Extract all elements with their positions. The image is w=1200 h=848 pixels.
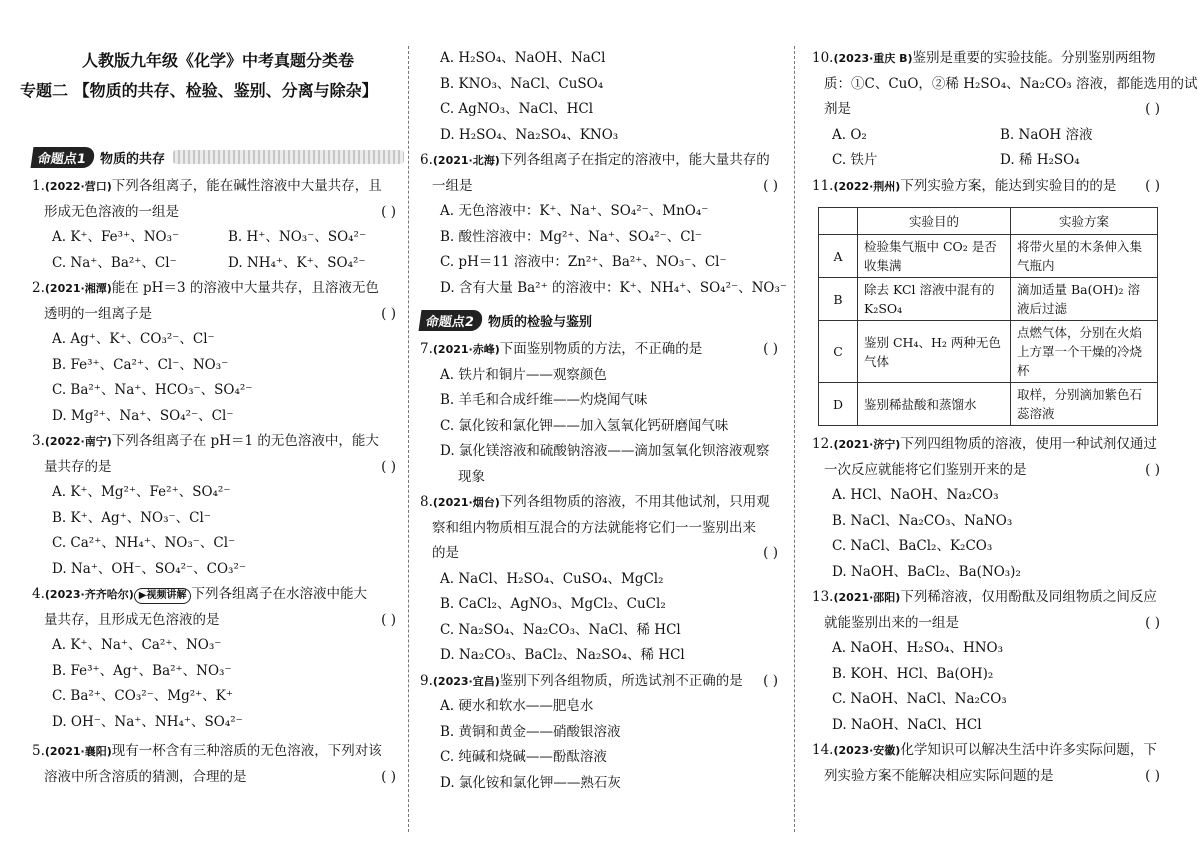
question-source: (2021·济宁) xyxy=(833,438,901,451)
option-c[interactable]: C. Na₂SO₄、Na₂CO₃、NaCl、稀 HCl xyxy=(440,621,681,638)
option-a[interactable]: A. K⁺、Mg²⁺、Fe²⁺、SO₄²⁻ xyxy=(52,484,231,500)
answer-blank[interactable]: ( ) xyxy=(763,672,778,689)
question-7: 7.(2021·赤峰)下面鉴别物质的方法，不正确的是 ( ) A. 铁片和铜片——观察颜色 B. 羊毛和合成纤维——灼烧闻气味 C. 氯化铵和氯化钾——加入氢氧化钙研磨闻气味 D. 氯化镁溶液和硫酸钠溶液——滴加氢氧化钡溶液观察 现象 xyxy=(420,337,786,490)
answer-blank[interactable]: ( ) xyxy=(381,768,396,785)
table-header-row xyxy=(819,208,1158,235)
question-stem: 下列四组物质的溶液，使用一种试剂仅通过 xyxy=(900,436,1157,452)
option-d[interactable]: D. Na₂CO₃、BaCl₂、Na₂SO₄、稀 HCl xyxy=(440,647,685,663)
option-c[interactable]: C. NaOH、NaCl、Na₂CO₃ xyxy=(832,691,1007,707)
section-title: 物质的检验与鉴别 xyxy=(488,314,593,330)
answer-blank[interactable]: ( ) xyxy=(1145,101,1160,117)
question-13: 13.(2021·邵阳)下列稀溶液，仅用酚酞及同组物质之间反应 就能鉴别出来的一组是 ( ) A. NaOH、H₂SO₄、HNO₃ B. KOH、HCl、Ba(OH)₂ C. NaOH、NaCl、Na₂CO₃ D. NaOH、NaCl、HCl xyxy=(812,585,1168,738)
question-stem: 下列稀溶液，仅用酚酞及同组物质之间反应 xyxy=(900,589,1157,605)
table-header-aim: 实验目的 xyxy=(858,208,1011,235)
question-stem: 下列各组离子在 pH＝1 的无色溶液中，能大 xyxy=(111,433,379,449)
question-stem: 下列实验方案，能达到实验目的的是 xyxy=(900,177,1117,194)
question-2: 2.(2021·湘潭)能在 pH＝3 的溶液中大量共存，且溶液无色 透明的一组离子是 ( ) A. Ag⁺、K⁺、CO₃²⁻、Cl⁻ B. Fe³⁺、Ca²⁺、Cl⁻、NO₃⁻ C. Ba²⁺、Na⁺、HCO₃⁻、SO₄²⁻ D. Mg²⁺、Na⁺、SO₄²⁻、Cl⁻ xyxy=(32,276,404,429)
row-plan: 点燃气体，分别在火焰上方罩一个干燥的冷烧杯 xyxy=(1011,321,1158,383)
question-11: 11.(2022·荆州)下列实验方案，能达到实验目的的是 ( ) 实验目的 实验方案 A 检验集气瓶中 CO₂ 是否收集满 将带火星的木条伸入集气瓶内 B 除去 KCl 溶液中混有的 K₂SO₄ 滴加适量 Ba(OH)₂ 溶液后过滤 C 鉴别 CH₄、H₂ 两种无色气体 点燃气体，分别在火焰上方罩一个干燥的冷烧杯 D 鉴别稀盐酸和蒸馏水 取样，分别滴加紫色石蕊溶液 xyxy=(812,174,1168,427)
section-badge: 命题点2 xyxy=(419,310,484,331)
question-3: 3.(2022·南宁)下列各组离子在 pH＝1 的无色溶液中，能大 量共存的是 ( ) A. K⁺、Mg²⁺、Fe²⁺、SO₄²⁻ B. K⁺、Ag⁺、NO₃⁻、Cl⁻ C. Ca²⁺、NH₄⁺、NO₃⁻、Cl⁻ D. Na⁺、OH⁻、SO₄²⁻、CO₃²⁻ xyxy=(32,429,404,582)
row-plan: 滴加适量 Ba(OH)₂ 溶液后过滤 xyxy=(1011,278,1158,321)
row-aim: 鉴别稀盐酸和蒸馏水 xyxy=(858,383,1011,426)
answer-blank[interactable]: ( ) xyxy=(1145,177,1160,194)
option-a[interactable]: A. NaOH、H₂SO₄、HNO₃ xyxy=(832,640,1004,656)
table-row xyxy=(819,278,1158,321)
option-b[interactable]: B. NaOH 溶液 xyxy=(1000,126,1093,143)
option-c[interactable]: C. 铁片 xyxy=(832,152,878,168)
row-label[interactable]: B xyxy=(819,278,858,321)
option-d[interactable]: D. 氯化铵和氯化钾——熟石灰 xyxy=(440,774,621,791)
section-banner-1 xyxy=(32,146,404,168)
option-c[interactable]: C. pH＝11 溶液中：Zn²⁺、Ba²⁺、NO₃⁻、Cl⁻ xyxy=(440,254,727,270)
option-b[interactable]: B. KOH、HCl、Ba(OH)₂ xyxy=(832,665,994,682)
question-stem: 下面鉴别物质的方法，不正确的是 xyxy=(499,341,703,357)
answer-blank[interactable]: ( ) xyxy=(763,545,778,561)
question-stem: 化学知识可以解决生活中许多实际问题，下 xyxy=(900,742,1157,758)
row-plan: 取样，分别滴加紫色石蕊溶液 xyxy=(1011,383,1158,426)
question-source: (2023·宜昌) xyxy=(432,674,500,688)
answer-blank[interactable]: ( ) xyxy=(381,203,396,220)
column-divider xyxy=(408,46,409,832)
answer-blank[interactable]: ( ) xyxy=(1145,767,1160,784)
row-aim: 除去 KCl 溶液中混有的 K₂SO₄ xyxy=(858,278,1011,321)
option-a[interactable]: A. 铁片和铜片——观察颜色 xyxy=(440,366,607,383)
option-b[interactable]: B. 酸性溶液中：Mg²⁺、Na⁺、SO₄²⁻、Cl⁻ xyxy=(440,228,703,245)
option-c[interactable]: C. 氯化铵和氯化钾——加入氢氧化钙研磨闻气味 xyxy=(440,417,729,434)
question-source: (2023·齐齐哈尔) xyxy=(44,588,134,601)
question-14: 14.(2023·安徽)化学知识可以解决生活中许多实际问题，下 列实验方案不能解决相应实际问题的是 ( ) xyxy=(812,738,1168,789)
decorative-bar xyxy=(173,150,404,164)
table-row xyxy=(819,321,1158,383)
row-label[interactable]: A xyxy=(819,235,858,278)
question-5-options xyxy=(420,46,786,148)
option-a[interactable]: A. Ag⁺、K⁺、CO₃²⁻、Cl⁻ xyxy=(52,331,215,347)
question-stem: 能在 pH＝3 的溶液中大量共存，且溶液无色 xyxy=(111,280,379,296)
question-source: (2021·襄阳) xyxy=(44,745,112,758)
page-subtitle: 专题二 【物质的共存、检验、鉴别、分离与除杂】 xyxy=(20,81,378,100)
option-b[interactable]: B. Fe³⁺、Ca²⁺、Cl⁻、NO₃⁻ xyxy=(52,356,229,373)
option-a[interactable]: A. HCl、NaOH、Na₂CO₃ xyxy=(832,487,999,503)
question-9: 9.(2023·宜昌)鉴别下列各组物质，所选试剂不正确的是 ( ) A. 硬水和软水——肥皂水 B. 黄铜和黄金——硝酸银溶液 C. 纯碱和烧碱——酚酞溶液 D. 氯化铵和氯化钾——熟石灰 xyxy=(420,669,786,797)
question-6: 6.(2021·北海)下列各组离子在指定的溶液中，能大量共存的 一组是 ( ) A. 无色溶液中：K⁺、Na⁺、SO₄²⁻、MnO₄⁻ B. 酸性溶液中：Mg²⁺、Na⁺、SO₄²⁻、Cl⁻ C. pH＝11 溶液中：Zn²⁺、Ba²⁺、NO₃⁻、Cl⁻ D. 含有大量 Ba²⁺ 的溶液中：K⁺、NH₄⁺、SO₄²⁻、NO₃⁻ xyxy=(420,148,786,301)
answer-blank[interactable]: ( ) xyxy=(381,458,396,475)
table-header-plan: 实验方案 xyxy=(1011,208,1158,235)
option-d[interactable]: D. 稀 H₂SO₄ xyxy=(1000,152,1080,168)
question-stem: 鉴别下列各组物质，所选试剂不正确的是 xyxy=(499,672,743,689)
option-d[interactable]: D. 含有大量 Ba²⁺ 的溶液中：K⁺、NH₄⁺、SO₄²⁻、NO₃⁻ xyxy=(440,279,788,296)
option-b[interactable]: B. 羊毛和合成纤维——灼烧闻气味 xyxy=(440,392,648,408)
answer-blank[interactable]: ( ) xyxy=(1145,461,1160,478)
row-plan: 将带火星的木条伸入集气瓶内 xyxy=(1011,235,1158,278)
option-a[interactable]: A. K⁺、Fe³⁺、NO₃⁻ xyxy=(52,229,180,245)
answer-blank[interactable]: ( ) xyxy=(381,305,396,322)
answer-blank[interactable]: ( ) xyxy=(1145,614,1160,631)
question-8: 8.(2021·烟台)下列各组物质的溶液，不用其他试剂，只用观 察和组内物质相互混合的方法就能将它们一一鉴别出来 的是 ( ) A. NaCl、H₂SO₄、CuSO₄、MgCl₂ B. CaCl₂、AgNO₃、MgCl₂、CuCl₂ C. Na₂SO₄、Na₂CO₃、NaCl、稀 HCl D. Na₂CO₃、BaCl₂、Na₂SO₄、稀 HCl xyxy=(420,490,786,669)
table-header-empty xyxy=(819,208,858,235)
column-divider xyxy=(794,46,795,832)
option-b[interactable]: B. CaCl₂、AgNO₃、MgCl₂、CuCl₂ xyxy=(440,596,666,612)
option-b[interactable]: B. K⁺、Ag⁺、NO₃⁻、Cl⁻ xyxy=(52,509,211,526)
question-source: (2022·营口) xyxy=(44,180,112,193)
option-d[interactable]: D. NH₄⁺、K⁺、SO₄²⁻ xyxy=(228,254,366,271)
question-source: (2021·湘潭) xyxy=(44,282,112,295)
option-b[interactable]: B. 黄铜和黄金——硝酸银溶液 xyxy=(440,723,621,740)
option-a[interactable]: A. K⁺、Na⁺、Ca²⁺、NO₃⁻ xyxy=(52,637,222,653)
question-1: 1.(2022·营口)下列各组离子，能在碱性溶液中大量共存，且 形成无色溶液的一组是 ( ) A. K⁺、Fe³⁺、NO₃⁻ B. H⁺、NO₃⁻、SO₄²⁻ C. Na⁺、Ba²⁺、Cl⁻ D. NH₄⁺、K⁺、SO₄²⁻ xyxy=(32,174,404,276)
section-badge: 命题点1 xyxy=(31,147,96,168)
option-d[interactable]: D. NaOH、NaCl、HCl xyxy=(832,716,982,733)
option-c[interactable]: C. NaCl、BaCl₂、K₂CO₃ xyxy=(832,538,993,554)
experiment-table xyxy=(818,207,1158,426)
question-stem: 下列各组物质的溶液，不用其他试剂，只用观 xyxy=(499,494,770,510)
option-d[interactable]: D. NaOH、BaCl₂、Ba(NO₃)₂ xyxy=(832,563,1021,580)
question-stem: 下列各组离子在水溶液中能大 xyxy=(191,586,367,602)
answer-blank[interactable]: ( ) xyxy=(381,611,396,628)
row-label[interactable]: C xyxy=(819,321,858,383)
table-row xyxy=(819,383,1158,426)
section-banner-2 xyxy=(420,309,786,331)
option-a[interactable]: A. H₂SO₄、NaOH、NaCl xyxy=(440,50,606,66)
page-title: 人教版九年级《化学》中考真题分类卷 xyxy=(81,51,354,70)
question-source: (2021·烟台) xyxy=(432,496,500,509)
option-a[interactable]: A. O₂ xyxy=(832,126,867,143)
option-c[interactable]: C. Na⁺、Ba²⁺、Cl⁻ xyxy=(52,254,177,271)
question-12: 12.(2021·济宁)下列四组物质的溶液，使用一种试剂仅通过 一次反应就能将它们鉴别开来的是 ( ) A. HCl、NaOH、Na₂CO₃ B. NaCl、Na₂CO₃、NaNO₃ C. NaCl、BaCl₂、K₂CO₃ D. NaOH、BaCl₂、Ba(NO₃)₂ xyxy=(812,432,1168,585)
question-source: (2023·重庆 B) xyxy=(833,52,913,65)
row-aim: 鉴别 CH₄、H₂ 两种无色气体 xyxy=(858,321,1011,383)
option-b[interactable]: B. H⁺、NO₃⁻、SO₄²⁻ xyxy=(228,229,367,245)
video-lesson-badge[interactable]: ▶视频讲解 xyxy=(134,588,192,604)
option-c[interactable]: C. Ba²⁺、CO₃²⁻、Mg²⁺、K⁺ xyxy=(52,688,233,704)
column-2 xyxy=(420,46,786,796)
option-c[interactable]: C. Ca²⁺、NH₄⁺、NO₃⁻、Cl⁻ xyxy=(52,535,236,551)
question-4: 4.(2023·齐齐哈尔) ▶视频讲解 下列各组离子在水溶液中能大 量共存，且形成无色溶液的是 ( ) A. K⁺、Na⁺、Ca²⁺、NO₃⁻ B. Fe³⁺、Ag⁺、Ba²⁺、NO₃⁻ C. Ba²⁺、CO₃²⁻、Mg²⁺、K⁺ D. OH⁻、Na⁺、NH₄⁺、SO₄²⁻ xyxy=(32,582,404,735)
option-d[interactable]: D. OH⁻、Na⁺、NH₄⁺、SO₄²⁻ xyxy=(52,713,243,730)
option-d[interactable]: D. Mg²⁺、Na⁺、SO₄²⁻、Cl⁻ xyxy=(52,407,234,424)
option-b[interactable]: B. NaCl、Na₂CO₃、NaNO₃ xyxy=(832,512,1013,529)
column-1 xyxy=(20,40,404,790)
option-c[interactable]: C. AgNO₃、NaCl、HCl xyxy=(440,101,594,117)
answer-blank[interactable]: ( ) xyxy=(763,177,778,194)
option-d[interactable]: D. H₂SO₄、Na₂SO₄、KNO₃ xyxy=(440,126,619,143)
question-source: (2023·安徽) xyxy=(833,744,901,757)
option-c[interactable]: C. 纯碱和烧碱——酚酞溶液 xyxy=(440,749,607,765)
option-b[interactable]: B. KNO₃、NaCl、CuSO₄ xyxy=(440,75,604,92)
question-source: (2022·南宁) xyxy=(44,435,112,448)
answer-blank[interactable]: ( ) xyxy=(763,341,778,357)
option-a[interactable]: A. 硬水和软水——肥皂水 xyxy=(440,698,594,714)
option-b[interactable]: B. Fe³⁺、Ag⁺、Ba²⁺、NO₃⁻ xyxy=(52,662,232,679)
option-d[interactable]: D. Na⁺、OH⁻、SO₄²⁻、CO₃²⁻ xyxy=(52,560,246,577)
question-source: (2021·北海) xyxy=(432,154,500,167)
row-aim: 检验集气瓶中 CO₂ 是否收集满 xyxy=(858,235,1011,278)
row-label[interactable]: D xyxy=(819,383,858,426)
question-10: 10.(2023·重庆 B)鉴别是重要的实验技能。分别鉴别两组物 质：①C、CuO，②稀 H₂SO₄、Na₂CO₃ 溶液，都能选用的试 剂是 ( ) A. O₂ B. NaOH 溶液 C. 铁片 D. 稀 H₂SO₄ xyxy=(812,46,1168,174)
option-a[interactable]: A. NaCl、H₂SO₄、CuSO₄、MgCl₂ xyxy=(440,570,664,587)
column-3 xyxy=(812,46,1198,789)
option-d[interactable]: D. 氯化镁溶液和硫酸钠溶液——滴加氢氧化钡溶液观察 xyxy=(440,443,770,459)
option-a[interactable]: A. 无色溶液中：K⁺、Na⁺、SO₄²⁻、MnO₄⁻ xyxy=(440,203,709,219)
option-c[interactable]: C. Ba²⁺、Na⁺、HCO₃⁻、SO₄²⁻ xyxy=(52,382,253,398)
question-source: (2021·邵阳) xyxy=(833,591,901,604)
option-d-cont: 现象 xyxy=(458,468,485,485)
table-row xyxy=(819,235,1158,278)
question-stem: 下列各组离子，能在碱性溶液中大量共存，且 xyxy=(111,178,382,194)
question-source: (2022·荆州) xyxy=(833,179,901,193)
question-stem: 现有一杯含有三种溶质的无色溶液，下列对该 xyxy=(111,743,382,759)
section-title: 物质的共存 xyxy=(100,151,166,167)
question-stem: 下列各组离子在指定的溶液中，能大量共存的 xyxy=(499,152,770,168)
question-stem: 鉴别是重要的实验技能。分别鉴别两组物 xyxy=(912,50,1156,66)
question-source: (2021·赤峰) xyxy=(432,343,500,356)
question-5: 5.(2021·襄阳)现有一杯含有三种溶质的无色溶液，下列对该 溶液中所含溶质的猜测，合理的是 ( ) xyxy=(32,739,404,790)
